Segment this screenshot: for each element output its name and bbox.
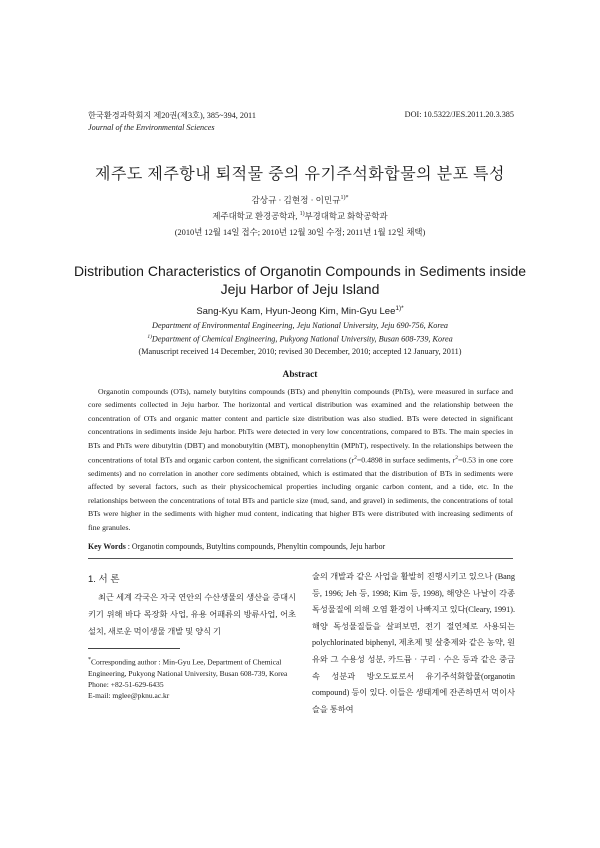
abstract-body: [88, 385, 513, 534]
journal-citation: [88, 110, 256, 133]
english-title: Distribution Characteristics of Organotin Compounds in Sediments inside Jeju Harbor of Jeju Island: [73, 263, 527, 297]
english-authors: [0, 305, 600, 317]
footnote-divider: [88, 648, 180, 649]
english-affiliations: [0, 320, 600, 345]
english-authors-names: Sang-Kyu Kam, Hyun-Jeong Kim, Min-Gyu Lee: [196, 306, 396, 318]
footnote-corresponding: [88, 655, 300, 679]
english-authors-mark: 1)*: [395, 305, 404, 312]
abstract-superscript-2: 2: [455, 455, 458, 462]
korean-affiliation: [0, 210, 600, 222]
keywords-label: Key Words: [88, 542, 126, 551]
section-1-right-body: 술의 개발과 같은 사업을 활발히 진행시키고 있으나 (Bang 등, 1996; Jeh 등, 1998; Kim 등, 1998), 해양은 나날이 각종 독성물질에 의해 오염 환경이 나빠지고 있다(Cleary, 1991). 해양 독성물질들을 살펴보면, 전기 절연체로 사용되는 polychlorinated biphenyl, 제초제 및 살충제와 같은 농약, 원유와 그 수용성 성분, 카드뮴 · 구리 · 수은 등과 같은 중금속 성분과 방오도료로서 유기주석화합물(organotin compound) 등이 있다. 이들은 생태계에 잔존하면서 먹이사슬을 통하여: [312, 572, 515, 714]
korean-affiliation-a: 제주대학교 환경공학과,: [212, 212, 300, 221]
section-1-heading: 1. 서 론: [88, 574, 120, 585]
english-dates: (Manuscript received 14 December, 2010; revised 30 December, 2010; accepted 12 January, 2011): [138, 347, 462, 356]
journal-name-english: Journal of the Environmental Sciences: [88, 122, 215, 132]
footnote-email: E-mail: mglee@pknu.ac.kr: [88, 691, 170, 701]
abstract-part-1: Organotin compounds (OTs), namely butyltins compounds (BTs) and phenyltin compounds (PhTs), were measured in surface and core sediments collected in Jeju harbor. The horizontal and vertical distribution was examined and the relationship between the concentration of OTs and organic matter content and particle size distribution was also studied. BTs were detected in significant concentrations in sediments inside Jeju harbor. PhTs were detected in very low concentrations, compared to BTs. The main species in BTs and PhTs were dibutyltin (DBT) and monobutyltin (MBT), monophenyltin (MPhT), respectively. In the relationships between the concentrations of total BTs and organic carbon content, the significant correlations (r: [88, 387, 513, 465]
english-affiliation-2-mark: 1): [147, 333, 152, 340]
korean-affiliation-b: 부경대학교 화학공학과: [304, 212, 388, 221]
journal-citation-korean: 한국환경과학회지 제20권(제3호), 385~394, 2011: [88, 111, 256, 120]
footnote-mark: *: [88, 657, 91, 663]
section-1-left-body: 최근 세계 각국은 자국 연안의 수산생물의 생산을 증대시키기 위해 바다 목장화 사업, 유용 어패류의 방류사업, 어초 설치, 새로운 먹이생물 개발 및 양식 기: [88, 593, 296, 636]
english-affiliation-2-text: Department of Chemical Engineering, Pukyong National University, Busan 608-739, Korea: [151, 334, 453, 344]
korean-affiliation-mark: 1): [299, 211, 305, 218]
keywords: [88, 542, 513, 551]
korean-dates: (2010년 12월 14일 접수; 2010년 12월 30일 수정; 2011년 1월 12일 채택): [174, 228, 426, 237]
english-affiliation-1: Department of Environmental Engineering, Jeju National University, Jeju 690-756, Korea: [152, 321, 448, 330]
korean-authors: [0, 194, 600, 206]
doi-label: DOI: 10.5322/JES.2011.20.3.385: [404, 110, 514, 119]
section-divider: [88, 558, 513, 559]
keywords-text: : Organotin compounds, Butyltins compounds, Phenyltin compounds, Jeju harbor: [125, 542, 386, 551]
footnote-corresponding-text: Corresponding author : Min-Gyu Lee, Department of Chemical Engineering, Pukyong National University, Busan 608-739, Korea: [88, 657, 288, 678]
abstract-part-3: =0.53 in one core sediments) and no correlation in another core sediments obtained, which is estimated that the distribution of BTs in sediments were affected by several factors, such as their physicochemical properties including organic carbon content, and a tide, etc. In the relationships between the concentrations of total BTs and particle size (mud, sand, and gravel) in sediments, the concentrations of total BTs were higher in the sediments with higher mud content, indicating that higher BTs were distributed with increasing sediments of fine granules.: [88, 455, 513, 532]
korean-authors-names: 감상규 · 김현정 · 이민규: [251, 195, 341, 205]
korean-authors-mark: 1)*: [340, 195, 349, 202]
abstract-part-2: =0.4898 in surface sediments, r: [356, 455, 456, 465]
abstract-heading: Abstract: [282, 370, 318, 380]
footnote-phone: Phone: +82-51-629-6435: [88, 679, 164, 689]
english-affiliation-2: [0, 332, 600, 345]
korean-title: 제주도 제주항내 퇴적물 중의 유기주석화합물의 분포 특성: [95, 166, 505, 183]
footnote: [88, 655, 300, 701]
abstract-superscript-1: 2: [354, 455, 357, 462]
